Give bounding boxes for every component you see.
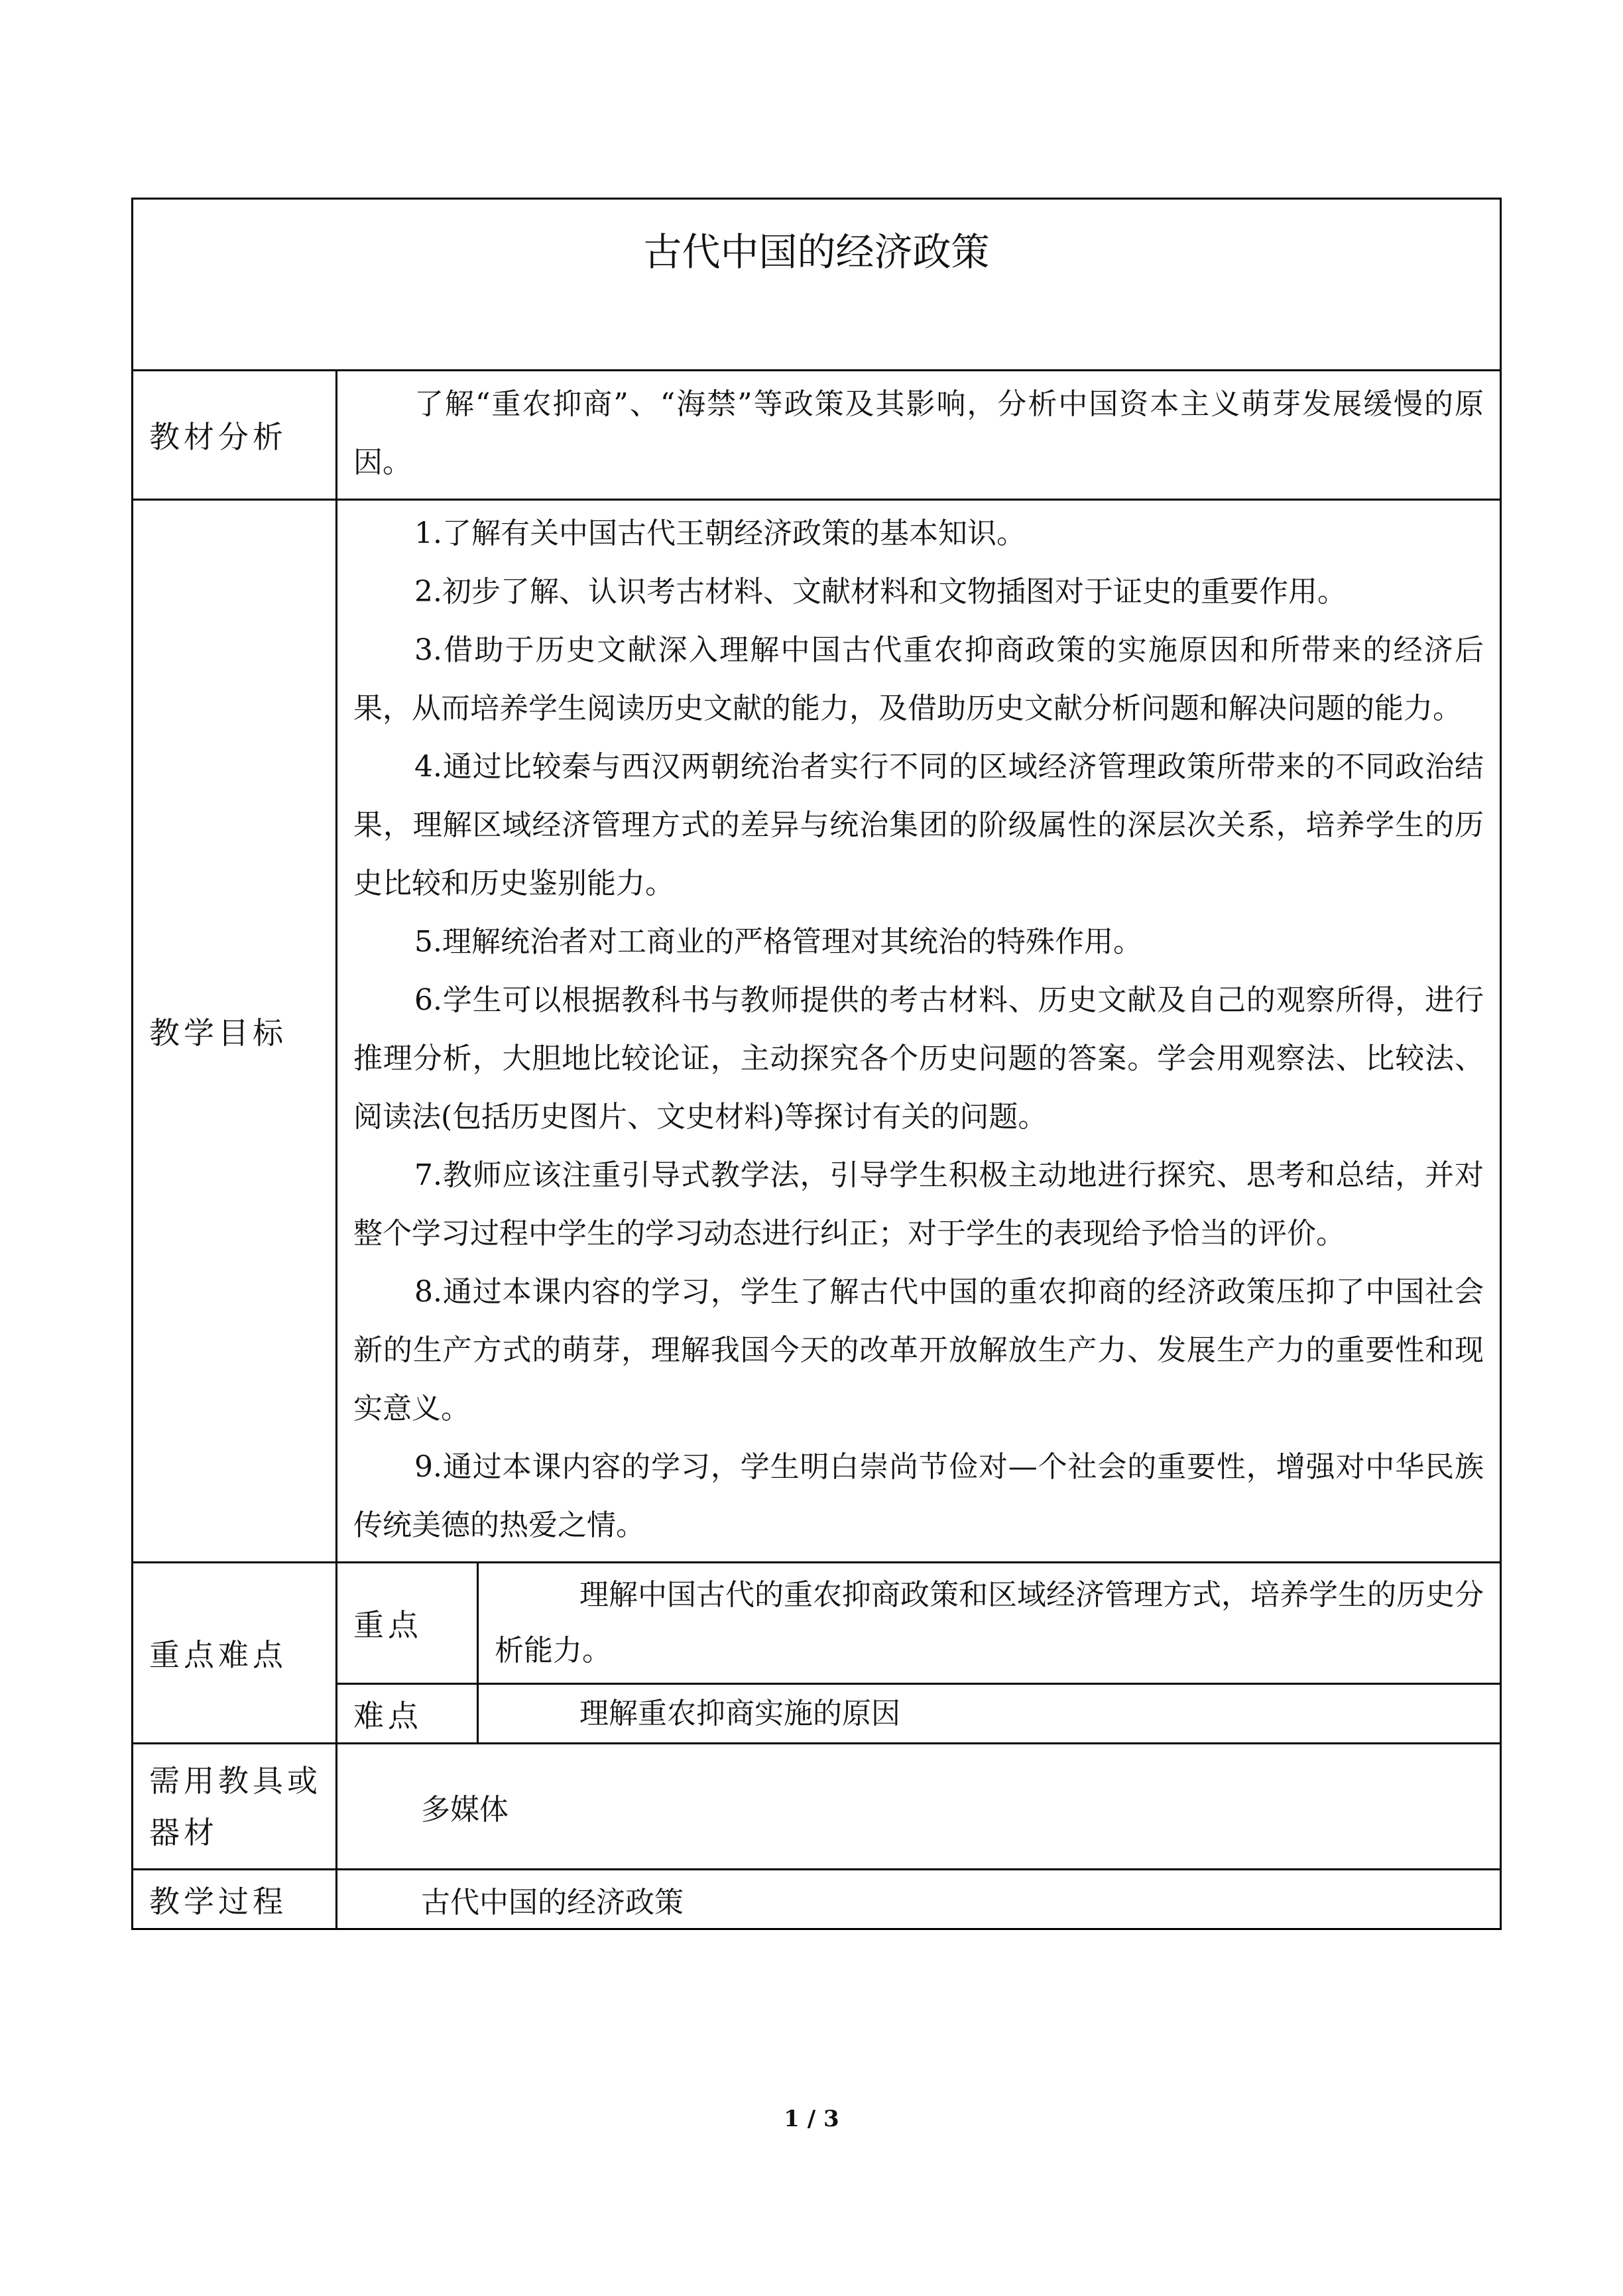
goal-item: 8.通过本课内容的学习，学生了解古代中国的重农抑商的经济政策压抑了中国社会新的生产方式的萌芽，理解我国今天的改革开放解放生产力、发展生产力的重要性和现实意义。 — [353, 1275, 1484, 1425]
teaching-goals-row — [133, 500, 1501, 1563]
teaching-goals-label: 教学目标 — [133, 500, 337, 1563]
material-analysis-label: 教材分析 — [133, 371, 337, 500]
equipment-row — [133, 1744, 1501, 1870]
difficulty-label: 难点 — [337, 1684, 478, 1744]
difficulty-cell — [478, 1684, 1501, 1744]
goal-item: 3.借助于历史文献深入理解中国古代重农抑商政策的实施原因和所带来的经济后果，从而培养学生阅读历史文献的能力，及借助历史文献分析问题和解决问题的能力。 — [353, 633, 1484, 725]
difficulty-text: 理解重农抑商实施的原因 — [579, 1696, 900, 1730]
equipment-label: 需用教具或器材 — [133, 1744, 337, 1870]
goal-item: 2.初步了解、认识考古材料、文献材料和文物插图对于证史的重要作用。 — [414, 575, 1347, 609]
key-points-label: 重点难点 — [133, 1563, 337, 1744]
teaching-goals-cell — [337, 500, 1501, 1563]
page-number: 1 / 3 — [784, 2106, 839, 2132]
goal-item: 6.学生可以根据教科书与教师提供的考古材料、历史文献及自己的观察所得，进行推理分析，大胆地比较论证，主动探究各个历史问题的答案。学会用观察法、比较法、阅读法(包括历史图片、文史材料)等探讨有关的问题。 — [353, 983, 1484, 1134]
process-label: 教学过程 — [133, 1870, 337, 1929]
process-text: 古代中国的经济政策 — [337, 1870, 1501, 1929]
goal-item: 5.理解统治者对工商业的严格管理对其统治的特殊作用。 — [414, 925, 1142, 959]
material-analysis-row — [133, 371, 1501, 500]
material-analysis-text: 了解“重农抑商”、“海禁”等政策及其影响，分析中国资本主义萌芽发展缓慢的原因。 — [353, 387, 1484, 479]
goal-item: 7.教师应该注重引导式教学法，引导学生积极主动地进行探究、思考和总结，并对整个学习过程中学生的学习动态进行纠正；对于学生的表现给予恰当的评价。 — [353, 1158, 1484, 1250]
document-title: 古代中国的经济政策 — [643, 229, 990, 274]
goal-item: 4.通过比较秦与西汉两朝统治者实行不同的区域经济管理政策所带来的不同政治结果，理解区域经济管理方式的差异与统治集团的阶级属性的深层次关系，培养学生的历史比较和历史鉴别能力。 — [353, 750, 1484, 900]
title-cell — [133, 199, 1501, 371]
title-row — [133, 199, 1501, 371]
process-row — [133, 1870, 1501, 1929]
focus-cell — [478, 1563, 1501, 1684]
goal-item: 9.通过本课内容的学习，学生明白崇尚节俭对—个社会的重要性，增强对中华民族传统美德的热爱之情。 — [353, 1450, 1484, 1542]
focus-row — [133, 1563, 1501, 1684]
equipment-text: 多媒体 — [337, 1744, 1501, 1870]
focus-label: 重点 — [337, 1563, 478, 1684]
goal-item: 1.了解有关中国古代王朝经济政策的基本知识。 — [414, 516, 1026, 550]
difficulty-row — [133, 1684, 1501, 1744]
lesson-plan-table — [131, 198, 1502, 1930]
material-analysis-cell — [337, 371, 1501, 500]
focus-text: 理解中国古代的重农抑商政策和区域经济管理方式，培养学生的历史分析能力。 — [495, 1578, 1484, 1667]
